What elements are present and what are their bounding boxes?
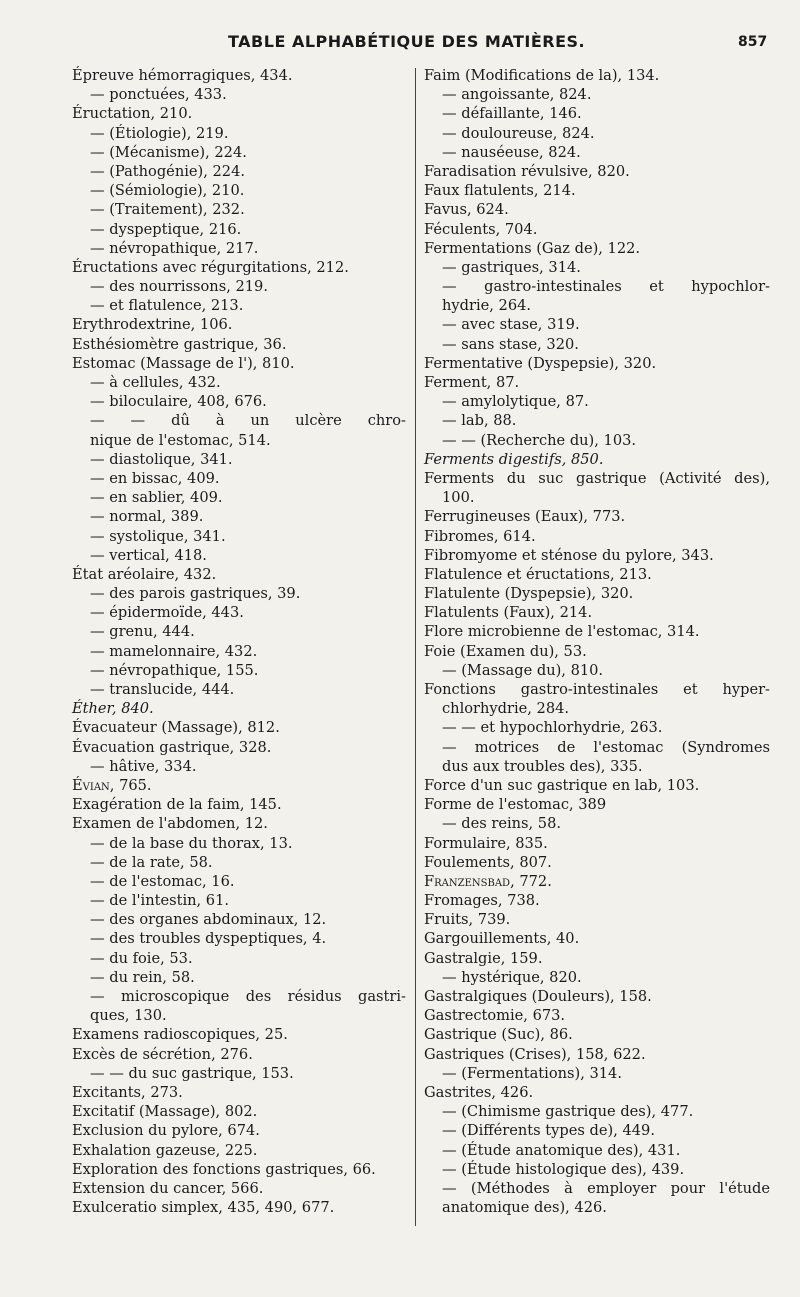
index-subentry: — hystérique, 820. <box>442 968 582 986</box>
index-subentry: — — du suc gastrique, 153. <box>90 1064 294 1082</box>
index-subentry: — du foie, 53. <box>90 949 193 967</box>
index-entry: Excitants, 273. <box>72 1083 183 1101</box>
index-subentry: — des nourrissons, 219. <box>90 278 268 296</box>
index-subentry: — lab, 88. <box>442 412 517 430</box>
index-entry: Féculents, 704. <box>424 220 538 238</box>
index-subentry: — microscopique des résidus gastri- <box>90 988 406 1005</box>
index-entry: Fibromyome et sténose du pylore, 343. <box>424 546 714 564</box>
index-subentry: — (Chimisme gastrique des), 477. <box>442 1103 694 1121</box>
index-subentry: — épidermoïde, 443. <box>90 604 244 622</box>
index-subentry: — hâtive, 334. <box>90 757 197 775</box>
index-subentry: — névropathique, 155. <box>90 661 259 679</box>
index-subentry: — diastolique, 341. <box>90 450 233 468</box>
index-continuation: ques, 130. <box>90 1007 167 1025</box>
index-entry: Exagération de la faim, 145. <box>72 796 282 814</box>
index-entry: Ferrugineuses (Eaux), 773. <box>424 508 626 526</box>
index-subentry: — gastriques, 314. <box>442 258 581 276</box>
index-subentry: — angoissante, 824. <box>442 86 592 104</box>
index-subentry: — amylolytique, 87. <box>442 393 589 411</box>
index-subentry: — de la base du thorax, 13. <box>90 834 293 852</box>
index-entry: Force d'un suc gastrique en lab, 103. <box>424 776 700 794</box>
index-continuation: anatomique des), 426. <box>442 1199 607 1217</box>
index-subentry: — (Mécanisme), 224. <box>90 143 247 161</box>
index-entry: Éther, 840. <box>72 700 154 718</box>
index-entry: Gargouillements, 40. <box>424 930 580 948</box>
index-entry: Exploration des fonctions gastriques, 66. <box>72 1160 376 1178</box>
index-subentry: — sans stase, 320. <box>442 335 579 353</box>
index-entry: Épreuve hémorragiques, 434. <box>72 67 293 84</box>
index-entry: Exhalation gazeuse, 225. <box>72 1141 258 1159</box>
index-entry: Éructations avec régurgitations, 212. <box>72 258 349 276</box>
index-subentry: — (Étude anatomique des), 431. <box>442 1141 681 1159</box>
index-entry: Flore microbienne de l'estomac, 314. <box>424 623 700 641</box>
index-subentry: — nauséeuse, 824. <box>442 143 581 161</box>
index-subentry: — avec stase, 319. <box>442 316 580 334</box>
index-entry: Faux flatulents, 214. <box>424 182 576 200</box>
index-entry: Gastralgiques (Douleurs), 158. <box>424 988 652 1005</box>
index-subentry: — (Traitement), 232. <box>90 201 245 219</box>
index-entry: Ferments du suc gastrique (Activité des), <box>424 469 770 487</box>
index-subentry: — — (Recherche du), 103. <box>442 431 637 449</box>
index-subentry: — des parois gastriques, 39. <box>90 585 301 603</box>
index-continuation: nique de l'estomac, 514. <box>90 431 271 449</box>
index-subentry: — mamelonnaire, 432. <box>90 642 258 660</box>
index-entry: Fermentations (Gaz de), 122. <box>424 239 641 257</box>
index-column-right <box>424 66 770 1217</box>
index-column-left <box>72 66 406 1217</box>
index-subentry: — (Étiologie), 219. <box>90 124 229 142</box>
index-subentry: — — et hypochlorhydrie, 263. <box>442 719 663 737</box>
index-entry: Foie (Examen du), 53. <box>424 642 587 660</box>
index-subentry: — (Pathogénie), 224. <box>90 162 245 180</box>
index-entry: Examen de l'abdomen, 12. <box>72 815 268 833</box>
index-entry: Fermentative (Dyspepsie), 320. <box>424 354 657 372</box>
index-subentry: — névropathique, 217. <box>90 239 259 257</box>
index-continuation: hydrie, 264. <box>442 297 532 315</box>
index-entry: Gastrectomie, 673. <box>424 1007 566 1025</box>
index-entry: Flatulence et éructations, 213. <box>424 565 652 583</box>
index-subentry: — (Différents types de), 449. <box>442 1122 655 1140</box>
index-entry: Franzensbad, 772. <box>424 872 552 890</box>
index-entry: Évacuateur (Massage), 812. <box>72 719 280 737</box>
index-entry: Exclusion du pylore, 674. <box>72 1122 260 1140</box>
index-entry: État aréolaire, 432. <box>72 565 217 583</box>
index-continuation: chlorhydrie, 284. <box>442 700 570 718</box>
index-entry: Ferments digestifs, 850. <box>424 450 604 468</box>
index-entry: Gastriques (Crises), 158, 622. <box>424 1045 646 1063</box>
index-entry: Faim (Modifications de la), 134. <box>424 67 660 84</box>
page-number: 857 <box>738 34 768 50</box>
index-entry: Excès de sécrétion, 276. <box>72 1045 253 1063</box>
page-header <box>0 28 800 60</box>
index-entry: Excitatif (Massage), 802. <box>72 1103 258 1121</box>
index-entry: Extension du cancer, 566. <box>72 1179 264 1197</box>
index-subentry: — systolique, 341. <box>90 527 226 545</box>
index-entry: Esthésiomètre gastrique, 36. <box>72 335 287 353</box>
index-entry: Examens radioscopiques, 25. <box>72 1026 288 1044</box>
index-subentry: — douloureuse, 824. <box>442 124 595 142</box>
index-continuation: 100. <box>442 489 475 507</box>
index-subentry: — translucide, 444. <box>90 681 235 698</box>
index-continuation: dus aux troubles des), 335. <box>442 757 643 775</box>
index-subentry: — normal, 389. <box>90 508 204 526</box>
index-entry: Gastrique (Suc), 86. <box>424 1026 573 1044</box>
index-subentry: — (Fermentations), 314. <box>442 1064 622 1082</box>
index-subentry: — défaillante, 146. <box>442 105 582 123</box>
index-subentry: — (Étude histologique des), 439. <box>442 1160 685 1178</box>
index-subentry: — vertical, 418. <box>90 546 207 564</box>
index-entry: Flatulents (Faux), 214. <box>424 604 593 622</box>
index-entry: Évacuation gastrique, 328. <box>72 738 272 756</box>
index-subentry: — en sablier, 409. <box>90 489 223 507</box>
index-subentry: — gastro-intestinales et hypochlor- <box>442 278 770 296</box>
index-subentry: — ponctuées, 433. <box>90 86 227 104</box>
index-entry: Favus, 624. <box>424 201 509 219</box>
index-subentry: — des reins, 58. <box>442 815 561 833</box>
index-entry: Faradisation révulsive, 820. <box>424 162 630 180</box>
index-subentry: — — dû à un ulcère chro- <box>90 412 406 430</box>
index-entry: Ferment, 87. <box>424 374 520 391</box>
index-subentry: — dyspeptique, 216. <box>90 220 242 238</box>
index-entry: Fibromes, 614. <box>424 527 536 545</box>
index-subentry: — du rein, 58. <box>90 968 195 986</box>
index-entry: Flatulente (Dyspepsie), 320. <box>424 585 634 603</box>
index-subentry: — (Méthodes à employer pour l'étude <box>442 1179 770 1197</box>
index-entry: Évian, 765. <box>72 776 152 794</box>
index-entry: Fromages, 738. <box>424 892 540 910</box>
index-entry: Foulements, 807. <box>424 853 552 871</box>
index-subentry: — (Massage du), 810. <box>442 661 604 679</box>
index-entry: Éructation, 210. <box>72 105 193 123</box>
index-subentry: — motrices de l'estomac (Syndromes <box>442 738 770 756</box>
index-subentry: — biloculaire, 408, 676. <box>90 393 267 411</box>
index-entry: Fruits, 739. <box>424 911 511 929</box>
column-divider <box>415 68 416 1226</box>
index-entry: Estomac (Massage de l'), 810. <box>72 354 295 372</box>
running-title: TABLE ALPHABÉTIQUE DES MATIÈRES. <box>228 32 586 51</box>
index-entry: Fonctions gastro-intestinales et hyper- <box>424 681 770 698</box>
index-subentry: — et flatulence, 213. <box>90 297 244 315</box>
index-subentry: — de la rate, 58. <box>90 853 213 871</box>
index-subentry: — des organes abdominaux, 12. <box>90 911 327 929</box>
index-subentry: — de l'estomac, 16. <box>90 872 235 890</box>
index-subentry: — des troubles dyspeptiques, 4. <box>90 930 327 948</box>
index-subentry: — grenu, 444. <box>90 623 195 641</box>
index-entry: Gastralgie, 159. <box>424 949 543 967</box>
index-entry: Forme de l'estomac, 389 <box>424 796 607 814</box>
index-entry: Erythrodextrine, 106. <box>72 316 233 334</box>
index-subentry: — en bissac, 409. <box>90 469 220 487</box>
index-subentry: — à cellules, 432. <box>90 374 221 391</box>
index-entry: Formulaire, 835. <box>424 834 548 852</box>
index-subentry: — (Sémiologie), 210. <box>90 182 245 200</box>
index-entry: Gastrites, 426. <box>424 1083 534 1101</box>
index-entry: Exulceratio simplex, 435, 490, 677. <box>72 1199 335 1217</box>
index-subentry: — de l'intestin, 61. <box>90 892 230 910</box>
